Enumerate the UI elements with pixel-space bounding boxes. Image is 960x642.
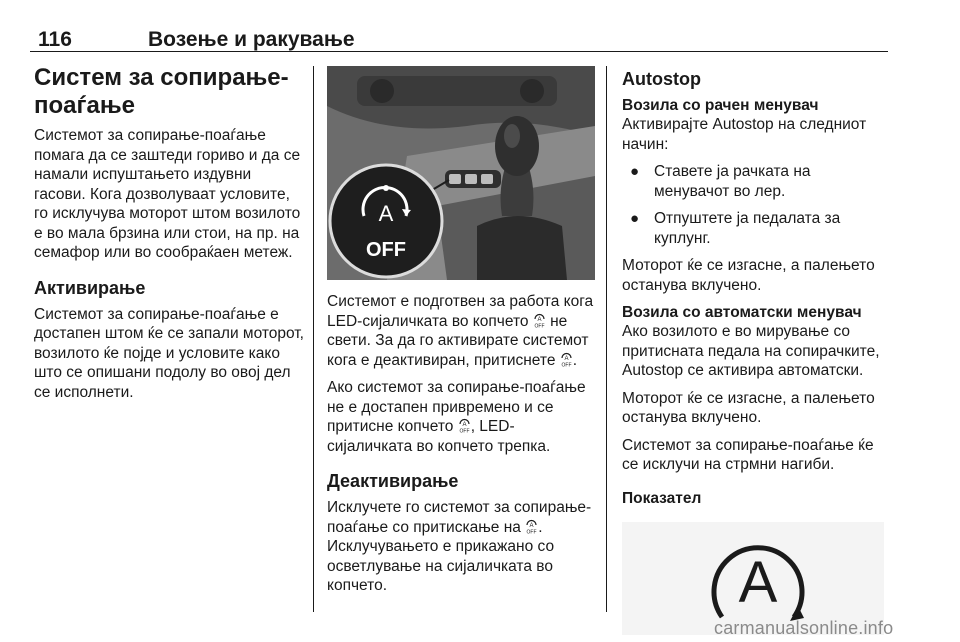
section-title-line1: Систем за сопирање- <box>34 64 289 91</box>
autostop-heading: Autostop <box>622 69 701 89</box>
bullet-text: Ставете ја рачката на менувачот во лер. <box>654 163 811 200</box>
led-text-a: Системот е подготвен за работа кога LED-сијаличката во копчето <box>327 293 594 330</box>
column-divider-2 <box>606 66 607 612</box>
activation-paragraph: Системот за сопирање-поаѓање е достапен штом ќе се запали моторот, возилото ќе појде и условите како што се опишани подолу во овој дел се исполнети. <box>34 305 304 401</box>
bullet-item <box>622 209 888 248</box>
bullet-dot-icon: ● <box>630 210 640 227</box>
section-title-line2: поаѓање <box>34 92 135 119</box>
section-title <box>34 64 304 120</box>
manual-transmission-heading: Возила со рачен менувач <box>622 97 819 114</box>
autostop-off-icon <box>525 518 538 534</box>
autostop-off-icon <box>533 312 546 328</box>
chapter-title: Возење и ракување <box>148 28 355 51</box>
console-photo <box>327 66 595 280</box>
column-2 <box>327 64 595 604</box>
svg-text:A: A <box>537 316 542 323</box>
automatic-result: Моторот ќе се изгасне, а палењето останува вклучено. <box>622 389 875 426</box>
gear-console-illustration <box>327 66 595 280</box>
bullet-dot-icon: ● <box>630 163 640 180</box>
column-3 <box>622 64 888 635</box>
svg-text:OFF: OFF <box>561 362 572 367</box>
indicator-letter: A <box>738 549 778 615</box>
led-paragraph <box>327 292 595 370</box>
watermark: carmanualsonline.info <box>714 618 894 638</box>
svg-text:A: A <box>564 355 569 362</box>
manual-intro: Активирајте Autostop на следниот начин: <box>622 116 867 153</box>
column-1 <box>34 64 304 410</box>
automatic-text: Ако возилото е во мирување со притисната педала на сопирачките, Autostop се активира автоматски. <box>622 323 880 379</box>
deactivation-paragraph <box>327 498 595 596</box>
deactivation-text-a: Исклучете го системот за сопирање-поаѓање со притискање на <box>327 499 592 536</box>
activation-heading: Активирање <box>34 277 146 298</box>
svg-text:OFF: OFF <box>459 428 470 433</box>
deactivation-heading: Деактивирање <box>327 471 459 491</box>
unavailable-text-b: , LED-сијаличката во копчето трепка. <box>327 418 551 455</box>
off-button-label: OFF <box>366 239 406 261</box>
svg-text:OFF: OFF <box>534 323 545 328</box>
led-text-end: . <box>572 351 578 369</box>
bullet-item <box>622 162 888 201</box>
automatic-transmission-heading: Возила со автоматски менувач <box>622 304 862 321</box>
column-divider-1 <box>313 66 314 612</box>
autostop-off-icon <box>560 351 573 367</box>
page-number: 116 <box>38 28 72 51</box>
header-rule <box>30 51 888 52</box>
manual-result: Моторот ќе се изгасне, а палењето останува вклучено. <box>622 257 875 294</box>
slope-text: Системот за сопирање-поаѓање ќе се исклучи на стрмни нагиби. <box>622 436 874 473</box>
led-text-b: не свети. За да го активирате системот кога е деактивиран, притиснете <box>327 312 589 369</box>
autostop-off-icon <box>458 417 471 433</box>
intro-paragraph: Системот за сопирање-поаѓање помага да се заштеди гориво и да се намали испуштањето издувни гасови. Кога дозволуваат условите, го исклучува моторот штом возилото е во мала брзина или стои, на пр. на семафор или во сообраќаен метеж. <box>34 127 301 261</box>
svg-text:A: A <box>462 422 467 428</box>
svg-text:OFF: OFF <box>526 529 537 534</box>
svg-text:A: A <box>529 522 534 529</box>
unavailable-text-a: Ако системот за сопирање-поаѓање не е достапен привремено и се притисне копчето <box>327 379 586 435</box>
unavailable-paragraph <box>327 378 595 456</box>
svg-text:A: A <box>378 201 394 226</box>
deactivation-text-b: . Исклучувањето е прикажано со осветлување на сијаличката во копчето. <box>327 518 555 594</box>
bullet-text: Отпуштете ја педалата за куплунг. <box>654 210 841 247</box>
indicator-heading: Показател <box>622 489 702 507</box>
page-header <box>30 22 890 52</box>
